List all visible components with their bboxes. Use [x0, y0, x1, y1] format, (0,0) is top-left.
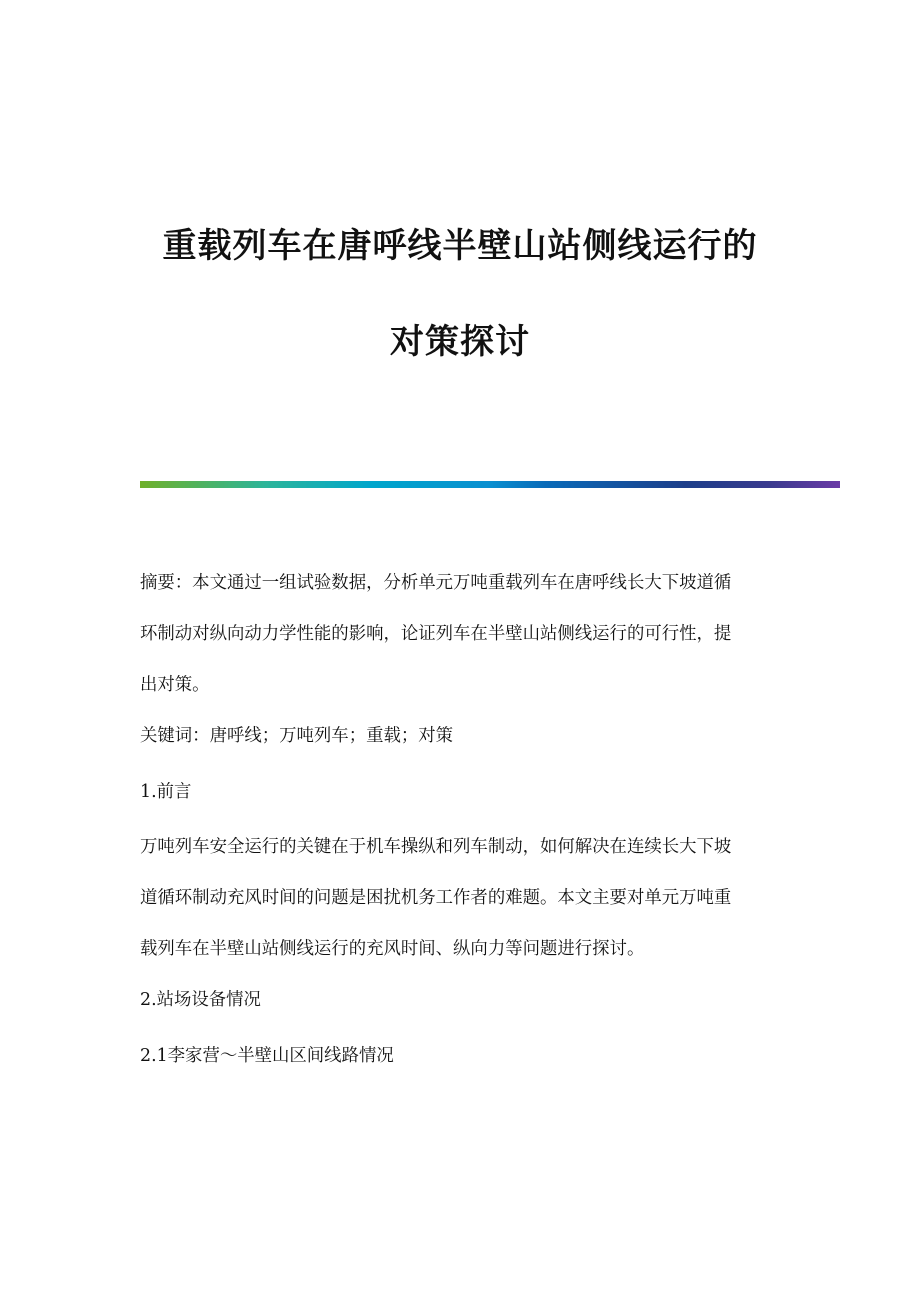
title-divider-gradient-bar	[140, 481, 840, 488]
subsection-heading-line-condition: 2.1李家营～半壁山区间线路情况	[140, 1046, 394, 1066]
keywords: 关键词：唐呼线；万吨列车；重载；对策	[140, 726, 454, 746]
abstract-line: 环制动对纵向动力学性能的影响，论证列车在半壁山站侧线运行的可行性，提	[140, 624, 732, 644]
document-title-line-1: 重载列车在唐呼线半壁山站侧线运行的	[162, 226, 758, 266]
abstract-line: 出对策。	[140, 675, 210, 695]
document-title-line-2: 对策探讨	[390, 322, 530, 362]
intro-paragraph-line: 载列车在半壁山站侧线运行的充风时间、纵向力等问题进行探讨。	[140, 939, 645, 959]
intro-paragraph-line: 万吨列车安全运行的关键在于机车操纵和列车制动，如何解决在连续长大下坡	[140, 837, 732, 857]
intro-paragraph-line: 道循环制动充风时间的问题是困扰机务工作者的难题。本文主要对单元万吨重	[140, 888, 732, 908]
section-heading-station-equipment: 2.站场设备情况	[140, 990, 261, 1010]
abstract-line: 摘要：本文通过一组试验数据，分析单元万吨重载列车在唐呼线长大下坡道循	[140, 573, 732, 593]
section-heading-intro: 1.前言	[140, 782, 192, 802]
